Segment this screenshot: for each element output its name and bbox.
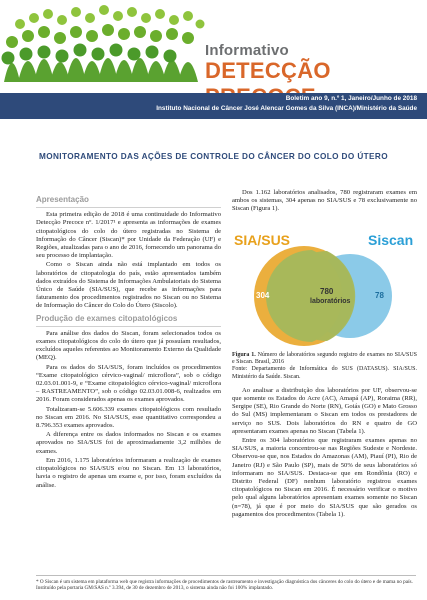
section-title: MONITORAMENTO DAS AÇÕES DE CONTROLE DO CÂNCER DO COLO DO ÚTERO — [39, 152, 388, 161]
heading-apresentacao: Apresentação — [36, 196, 221, 208]
paragraph: Em 2016, 1.175 laboratórios informaram a realização de exames citopatológicos no SIA/SUS e/ou no Siscan. Em 13 laboratórios, havia o registro de apenas um exame e, por isso, foram excluídos da análise. — [36, 456, 221, 489]
figure-caption — [232, 352, 417, 381]
issue-line: Boletim ano 9, n.º 1, Janeiro/Junho de 2018 — [285, 95, 417, 102]
venn-label-siscan: Siscan — [368, 231, 414, 248]
figure-source: Fonte: Departamento de Informática do SUS (DATASUS). SIA/SUS. Ministério da Saúde. Siscan. — [232, 366, 417, 380]
paragraph: Como o Siscan ainda não está implantado em todos os laboratórios de citopatologia do país, estão apresentados também dados extraídos do Sistema de Informações Ambulatoriais do Sistema Único de Saúde (SIA/SUS), que recebe as informações para faturamento dos procedimentos registrados no Siscan ou no Sistema de Informação do Câncer do Colo do Útero (Siscolo). — [36, 261, 221, 310]
header-title-small: Informativo — [205, 42, 289, 59]
venn-overlap-text: laboratórios — [310, 297, 351, 305]
figure-caption-label: Figura 1. — [232, 351, 256, 358]
figure-caption-text: Número de laboratórios segundo registro de exames no SIA/SUS e Siscan. Brasil, 2016 — [232, 351, 417, 365]
paragraph: Esta primeira edição de 2018 é uma continuidade do Informativo Detecção Precoce nº. 1/2017¹ e apresenta as informações de exames citopatológicos do colo do útero registradas no Sistema de Informação do Câncer (Siscan)* por Unidade da Federação (UF) e Regiões, atualizadas para o ano de 2016, fornecendo um panorama do seu processo de implantação. — [36, 211, 221, 260]
venn-value-siasus-only: 304 — [256, 290, 270, 300]
paragraph: Ao analisar a distribuição dos laboratórios por UF, observou-se que somente os Estados do Acre (AC), Amapá (AP), Roraima (RR), Sergipe (SE), Rio Grande do Norte (RN), Goiás (GO) e Mato Grosso do Sul (MS) implementaram o Siscan em todos os prestadores de serviço no SUS. Dois laboratórios do RN e quatro de GO apresentaram exames apenas no Siscan (Tabela 1). — [232, 386, 417, 435]
paragraph: Para análise dos dados do Siscan, foram selecionados todos os exames citopatológicos do colo do útero que já possuíam resultados, excluídos aqueles referentes ao Monitoramento Externo da Qualidade (MEQ). — [36, 329, 221, 362]
issue-bar — [0, 93, 427, 119]
footnote: * O Siscan é um sistema em plataforma web que registra informações de procedimentos de rastreamento e investigação diagnóstica dos cânceres do colo do útero e de mama no país. Instituído pela portaria GM/SAS n.º 3.394, de 30 de dezembro de 2013, o sistema ainda não foi 100% implantado. — [36, 575, 416, 592]
paragraph: Totalizaram-se 5.606.339 exames citopatológicos com resultado no Siscan em 2016. No SIA/SUS, esse quantitativo correspondeu a 8.796.353 exames aprovados. — [36, 405, 221, 430]
right-column — [232, 189, 417, 520]
people-crowd-illustration — [0, 4, 210, 82]
paragraph: A diferença entre os dados informados no Siscan e os exames aprovados no SIA/SUS foi de aproximadamente 3,2 milhões de exames. — [36, 431, 221, 455]
paragraph: Dos 1.162 laboratórios analisados, 780 registraram exames em ambos os sistemas, 304 apenas no SIA/SUS e 78 exclusivamente no Siscan (Figura 1). — [232, 189, 417, 213]
venn-label-siasus: SIA/SUS — [234, 231, 291, 248]
left-column — [36, 196, 221, 491]
venn-diagram — [232, 220, 417, 348]
header-title: DETECÇÃO — [205, 58, 331, 83]
paragraph: Para os dados do SIA/SUS, foram incluídos os procedimentos “Exame citopatológico cérvico-vaginal/ microflora”, sob o código 02.03.01.001-9, e “Exame citopatológico cérvico-vaginal/ microflora – RASTREAMENTO”, sob o código 02.03.01.008-6, realizados em 2016. Foram considerados apenas os exames aprovados. — [36, 363, 221, 404]
paragraph: Entre os 304 laboratórios que registraram exames apenas no SIA/SUS, a maioria concentrou-se nas Regiões Sudeste e Nordeste. Observou-se que, nos Estados do Amazonas (AM), Piauí (PI), Rio de Janeiro (RJ) e São Paulo (SP), mais de 50% de seus laboratórios só informaram no SIA/SUS. Destaca-se que em Rondônia (RO) e Distrito Federal (DF) nenhum laboratório registrou exames citopatológicos no Siscan em 2016. É necessário verificar o motivo pelo qual alguns laboratórios apresentam exames somente no Siscan (n=78), já que é por meio do SIA/SUS que são gerados os pagamentos dos procedimentos (Tabela 1). — [232, 437, 417, 518]
heading-producao: Produção de exames citopatológicos — [36, 315, 221, 327]
masthead — [0, 0, 427, 92]
venn-value-overlap: 780 — [320, 286, 334, 296]
venn-value-siscan-only: 78 — [375, 290, 384, 300]
institute-line: Instituto Nacional de Câncer José Alencar Gomes da Silva (INCA)/Ministério da Saúde — [156, 105, 417, 112]
